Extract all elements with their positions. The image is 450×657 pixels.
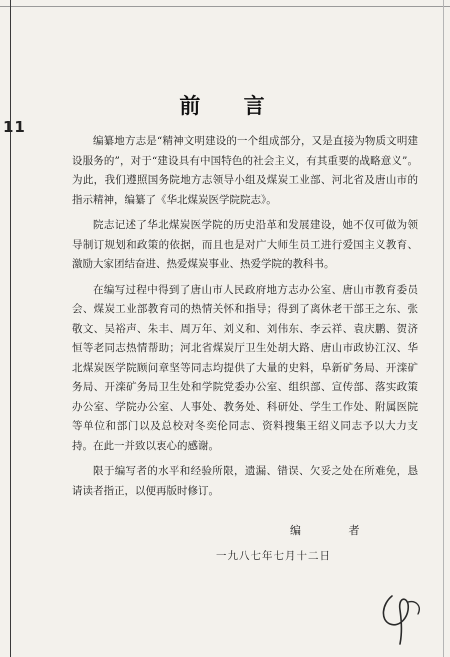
- handwritten-mark: [378, 590, 426, 648]
- margin-mark: 11: [3, 118, 26, 136]
- preface-body: [72, 132, 418, 507]
- page-title: 前 言: [179, 93, 283, 118]
- paragraph-2: 院志记述了华北煤炭医学院的历史沿革和发展建设，她不仅可做为领导制订规划和政策的依据，而且也是对广大师生员工进行爱国主义教育、激励大家团结奋进、热爱煤炭事业、热爱学院的教科书。: [72, 219, 418, 270]
- scan-edge-top: [0, 6, 450, 7]
- paragraph-3: 在编写过程中得到了唐山市人民政府地方志办公室、唐山市教育委员会、煤炭工业部教育司的热情关怀和指导；得到了离休老干部王之东、张敬文、吴裕声、朱丰、周万年、刘义和、刘伟东、李云祥、袁庆鹏、贺济恒等老同志热情帮助；河北省煤炭厅卫生处胡大路、唐山市政协江汉、华北煤炭医学院顾问章坚等同志均提供了大量的史料，阜新矿务局、开滦矿务局、开滦矿务局卫生处和学院党委办公室、组织部、宣传部、落实政策办公室、学院办公室、人事处、教务处、科研处、学生工作处、附属医院等单位和部门以及总校对冬奕伦同志、资料搜集王绍义同志予以大力支持。在此一并致以衷心的感谢。: [72, 283, 418, 452]
- date-line: 一九八七年七月十二日: [216, 550, 331, 562]
- paragraph-1: 编纂地方志是“精神文明建设的一个组成部分，又是直接为物质文明建设服务的”，对于“建设具有中国特色的社会主义，有其重要的战略意义”。为此，我们遵照国务院地方志领导小组及煤炭工业部、河北省及唐山市的指示精神，编纂了《华北煤炭医学院院志》。: [72, 135, 418, 206]
- paragraph-4: 限于编写者的水平和经验所限，遗漏、错误、欠妥之处在所难免，恳请读者指正，以便再版时修订。: [72, 465, 418, 497]
- signature: 编 者: [290, 524, 382, 537]
